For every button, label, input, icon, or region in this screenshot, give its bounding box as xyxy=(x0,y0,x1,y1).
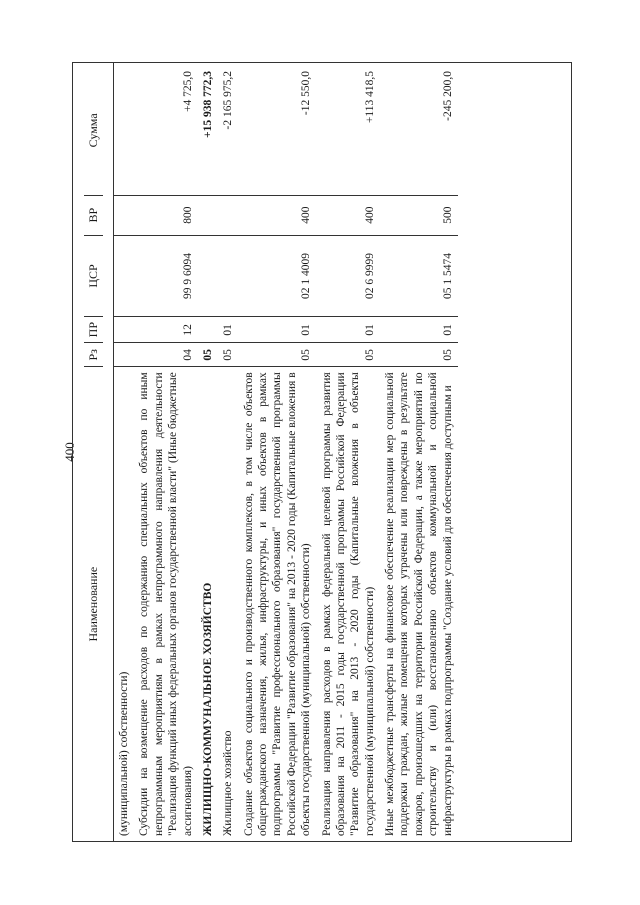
row-pr xyxy=(198,316,218,342)
row-csr xyxy=(114,235,134,317)
row-csr xyxy=(198,235,218,317)
row-vr xyxy=(114,195,134,235)
row-sum: -245 200,0 xyxy=(441,71,454,121)
table-body xyxy=(114,63,458,841)
row-name: Создание объектов социального и производственного комплексов, в том числе объектов общегражданского назначения, жилья, инфраструктуры, и иных объектов в рамках подпрограммы "Развитие профессионального образования" государственной программы Российской Федерации "Развитие образования" на 2013 - 2020 годы (Капитальные вложения в объекты государственной (муниципальной) собственности) xyxy=(239,366,317,841)
row-rz: 05 xyxy=(218,342,238,366)
row-rz: 05 xyxy=(380,342,458,366)
table-row xyxy=(218,63,238,841)
table-row xyxy=(198,63,218,841)
row-csr: 99 9 6094 xyxy=(134,235,198,317)
row-csr: 05 1 5474 xyxy=(380,235,458,317)
row-pr: 12 xyxy=(134,316,198,342)
header-sum: Сумма xyxy=(85,113,100,148)
row-rz: 05 xyxy=(317,342,381,366)
row-vr: 800 xyxy=(134,195,198,235)
row-csr: 02 1 4009 xyxy=(239,235,317,317)
table-row xyxy=(380,63,458,841)
row-sum: -2 165 975,2 xyxy=(222,71,235,130)
row-rz xyxy=(114,342,134,366)
header-vr: ВР xyxy=(84,195,103,235)
row-sum: +15 938 772,3 xyxy=(201,71,214,138)
row-sum xyxy=(114,63,134,195)
header-rz: Рз xyxy=(84,342,103,366)
row-pr xyxy=(114,316,134,342)
header-name: Наименование xyxy=(84,366,103,841)
row-rz: 04 xyxy=(134,342,198,366)
budget-table-wrapper xyxy=(72,62,572,842)
row-csr xyxy=(218,235,238,317)
row-vr xyxy=(218,195,238,235)
row-rz: 05 xyxy=(239,342,317,366)
table-header-row xyxy=(73,63,114,841)
row-name: (муниципальной) собственности) xyxy=(114,366,134,841)
row-name: Реализация направления расходов в рамках федеральной целевой программы развития образования на 2011 - 2015 годы государственной программы Российской Федерации "Развитие образования" на 2013 - 2020 годы (Капитальные вложения в объекты государственной (муниципальной) собственности) xyxy=(317,366,381,841)
table-row xyxy=(134,63,198,841)
row-pr: 01 xyxy=(218,316,238,342)
row-name: Жилищное хозяйство xyxy=(218,366,238,841)
table-row xyxy=(239,63,317,841)
table-row xyxy=(317,63,381,841)
row-name: Субсидии на возмещение расходов по содержанию специальных объектов по иным непрограммным мероприятиям в рамках непрограммного направления деятельности "Реализация функций иных федеральных органов государственной власти" (Иные бюджетные ассигнования) xyxy=(134,366,198,841)
row-name: ЖИЛИЩНО-КОММУНАЛЬНОЕ ХОЗЯЙСТВО xyxy=(198,366,218,841)
table-row xyxy=(114,63,134,841)
row-vr: 500 xyxy=(380,195,458,235)
row-vr: 400 xyxy=(317,195,381,235)
row-pr: 01 xyxy=(317,316,381,342)
row-vr: 400 xyxy=(239,195,317,235)
row-pr: 01 xyxy=(239,316,317,342)
row-sum: +4 725,0 xyxy=(181,71,194,112)
row-name: Иные межбюджетные трансферты на финансовое обеспечение реализации мер социальной поддержки граждан, жилые помещения которых утрачены или повреждены в результате пожаров, произошедших на территории Российской Федерации, а также мероприятий по строительству и (или) восстановлению объектов коммунальной и социальной инфраструктуры в рамках подпрограммы "Создание условий для обеспечения доступным и xyxy=(380,366,458,841)
row-pr: 01 xyxy=(380,316,458,342)
row-sum: -12 550,0 xyxy=(300,71,313,116)
budget-table xyxy=(72,62,572,842)
page-number: 400 xyxy=(62,442,77,462)
row-csr: 02 6 9999 xyxy=(317,235,381,317)
row-vr xyxy=(198,195,218,235)
header-pr: ПР xyxy=(84,316,103,342)
header-csr: ЦСР xyxy=(84,235,103,317)
row-sum: +113 418,5 xyxy=(363,71,376,124)
row-rz: 05 xyxy=(198,342,218,366)
